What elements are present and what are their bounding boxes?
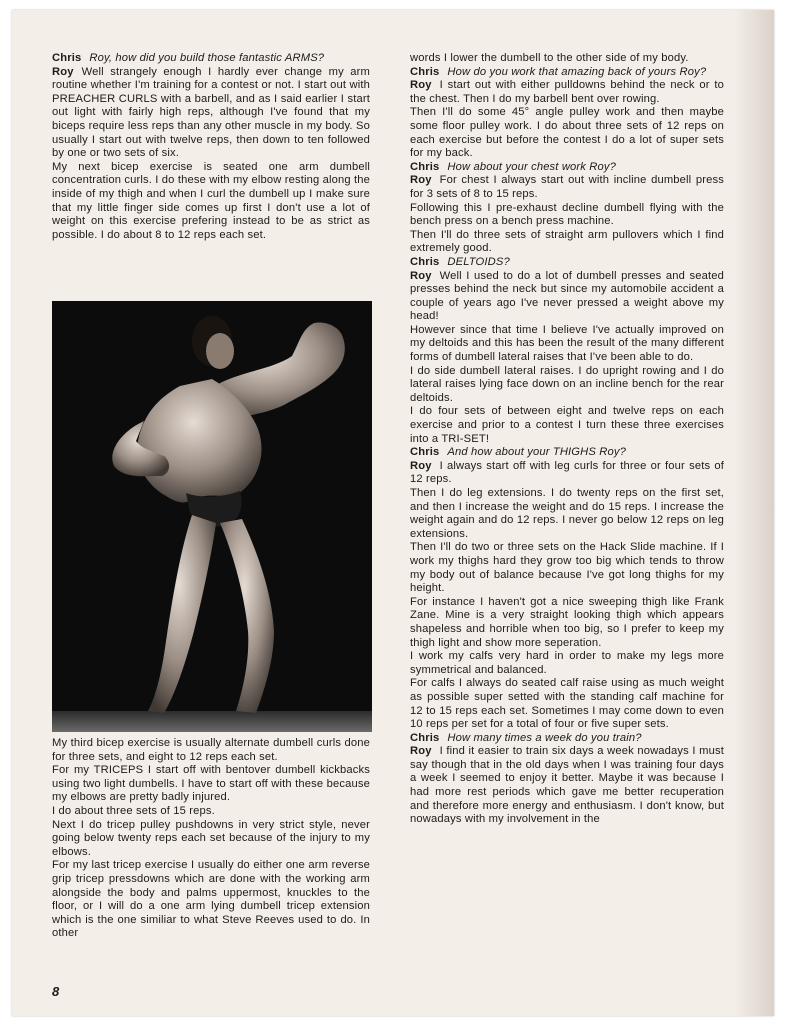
paragraph-text: I always start off with leg curls for three or four sets of 12 reps. (410, 459, 724, 486)
speaker-name: Chris (410, 731, 440, 744)
paragraph-text: I find it easier to train six days a week nowadays I must say though that in the old days when I was training four days a week I seemed to enjoy it better. Maybe it was because I had more rest periods which gave me better recuperation and therefore more energy and enthusiasm. I don't know, but nowadays with my involvement in the (410, 745, 724, 826)
paragraph-text: Well strangely enough I hardly ever change my arm routine whether I'm training for a contest or not. I start out with PREACHER CURLS with a barbell, and as I said earlier I start out light with fairly high reps, although I've found that my biceps require less reps than any other muscle in my body. So usually I start out with twelve reps, then down to ten followed by one or two sets of six. (52, 65, 370, 160)
paragraph-text: Next I do tricep pulley pushdowns in very strict style, never going below twenty reps each set because of the injury to my elbows. (52, 818, 370, 858)
interview-question: How do you work that amazing back of yours Roy? (447, 65, 707, 78)
right-column (410, 52, 724, 827)
paragraph (410, 174, 724, 201)
speaker-name: Chris (410, 446, 440, 459)
paragraph-text: I work my calfs very hard in order to make my legs more symmetrical and balanced. (410, 650, 724, 676)
paragraph-text: Then I'll do three sets of straight arm pullovers which I find extremely good. (410, 228, 724, 255)
speaker-name: Roy (410, 745, 432, 758)
paragraph (410, 202, 724, 229)
interview-question: And how about your THIGHS Roy? (447, 446, 626, 459)
paragraph (410, 256, 724, 270)
paragraph (410, 324, 724, 365)
paragraph (52, 161, 370, 243)
paragraph (52, 859, 370, 941)
paragraph (410, 596, 724, 650)
paragraph-text: For instance I haven't got a nice sweeping thigh like Frank Zane. Mine is a very straight looking thigh which appears shapeless and horrible when too big, so I prefer to keep my thigh light and show more seperation. (410, 595, 724, 649)
paragraph (410, 229, 724, 256)
paragraph (410, 650, 724, 677)
interview-question: How many times a week do you train? (447, 731, 642, 744)
paragraph-text: My third bicep exercise is usually alternate dumbell curls done for three sets, and eight to 12 reps each set. (52, 737, 370, 763)
paragraph (410, 732, 724, 746)
paragraph-text: Then I'll do some 45° angle pulley work and then maybe some floor pulley work. I do about three sets of 12 reps on each exercise but before the contest I do a lot of super sets for my back. (410, 106, 724, 160)
bodybuilder-photo (52, 301, 372, 732)
interview-question: DELTOIDS? (447, 255, 510, 268)
paragraph (52, 737, 370, 764)
paragraph (410, 365, 724, 406)
paragraph (410, 487, 724, 541)
paragraph (410, 106, 724, 160)
paragraph (410, 79, 724, 106)
speaker-name: Chris (410, 65, 440, 78)
paragraph (52, 66, 370, 161)
speaker-name: Roy (410, 459, 432, 472)
paragraph-text: For my TRICEPS I start off with bentover dumbell kickbacks using two light dumbells. I have to start off with these because my elbows are pretty badly injured. (52, 764, 370, 804)
speaker-name: Roy (52, 65, 74, 78)
paragraph (410, 405, 724, 446)
paragraph (52, 52, 370, 66)
speaker-name: Roy (410, 269, 432, 282)
page-gutter-shadow (734, 10, 774, 1016)
paragraph-text: I do side dumbell lateral raises. I do upright rowing and I do lateral raises lying face down on an incline bench for the rear deltoids. (410, 364, 724, 404)
paragraph (410, 446, 724, 460)
paragraph (410, 270, 724, 324)
left-column-bottom (52, 737, 370, 941)
paragraph (410, 745, 724, 827)
paragraph-text: For calfs I always do seated calf raise using as much weight as possible super setted with the standing calf machine for 12 to 15 reps each set. Sometimes I may come down to even 10 reps per set for a total of four or five super sets. (410, 677, 724, 731)
paragraph (52, 805, 370, 819)
interview-question: Roy, how did you build those fantastic ARMS? (89, 52, 325, 64)
paragraph (410, 677, 724, 731)
paragraph (410, 52, 724, 66)
interview-question: How about your chest work Roy? (447, 160, 617, 173)
paragraph-text: Well I used to do a lot of dumbell presses and seated presses behind the neck but since my automobile accident a couple of years ago I've never pressed a weight above my head! (410, 269, 724, 323)
paragraph (410, 161, 724, 175)
speaker-name: Chris (410, 160, 440, 173)
paragraph-text: For chest I always start out with incline dumbell press for 3 sets of 8 to 15 reps. (410, 174, 724, 200)
left-column-top (52, 52, 370, 242)
paragraph (410, 66, 724, 80)
paragraph-text: I start out with either pulldowns behind the neck or to the chest. Then I do my barbell bent over rowing. (410, 79, 724, 105)
bodybuilder-back-double-biceps-photo (52, 301, 372, 732)
paragraph (410, 541, 724, 595)
paragraph (52, 819, 370, 860)
paragraph-text: Following this I pre-exhaust decline dumbell flying with the bench press on a bench press machine. (410, 201, 724, 228)
paragraph-text: Then I do leg extensions. I do twenty reps on the first set, and then I increase the weight and do 15 reps. I increase the weight again and do 12 reps. I never go below 12 reps on leg extensions. (410, 487, 724, 540)
paragraph-text: words I lower the dumbell to the other side of my body. (410, 52, 689, 64)
paragraph (410, 460, 724, 487)
speaker-name: Roy (410, 79, 432, 92)
page-number: 8 (52, 984, 60, 999)
paragraph-text: For my last tricep exercise I usually do either one arm reverse grip tricep pressdowns which are done with the working arm alongside the body and palms uppermost, knuckles to the floor, or I will do a one arm lying dumbell tricep extension which is the one similiar to what Steve Reeves used to do. In other (52, 859, 370, 940)
paragraph-text: However since that time I believe I've actually improved on my deltoids and this has been the result of the many different forms of dumbell lateral raises that I've been able to do. (410, 323, 724, 364)
paragraph-text: Then I'll do two or three sets on the Hack Slide machine. If I work my thighs hard they grow too big which tends to throw my body out of balance because I've got long thighs for my height. (410, 541, 724, 595)
paragraph-text: My next bicep exercise is seated one arm dumbell concentration curls. I do these with my elbow resting along the inside of my thigh and when I curl the dumbell up I make sure that my little finger side comes up first I don't use a lot of weight on this exercise prefering instead to be as strict as possible. I do about 8 to 12 reps each set. (52, 160, 370, 241)
paragraph-text: I do four sets of between eight and twelve reps on each exercise and prior to a contest I turn these three exercises into a TRI-SET! (410, 405, 724, 445)
paragraph-text: I do about three sets of 15 reps. (52, 804, 215, 817)
speaker-name: Roy (410, 174, 432, 187)
speaker-name: Chris (52, 52, 82, 64)
speaker-name: Chris (410, 255, 440, 268)
paragraph (52, 764, 370, 805)
